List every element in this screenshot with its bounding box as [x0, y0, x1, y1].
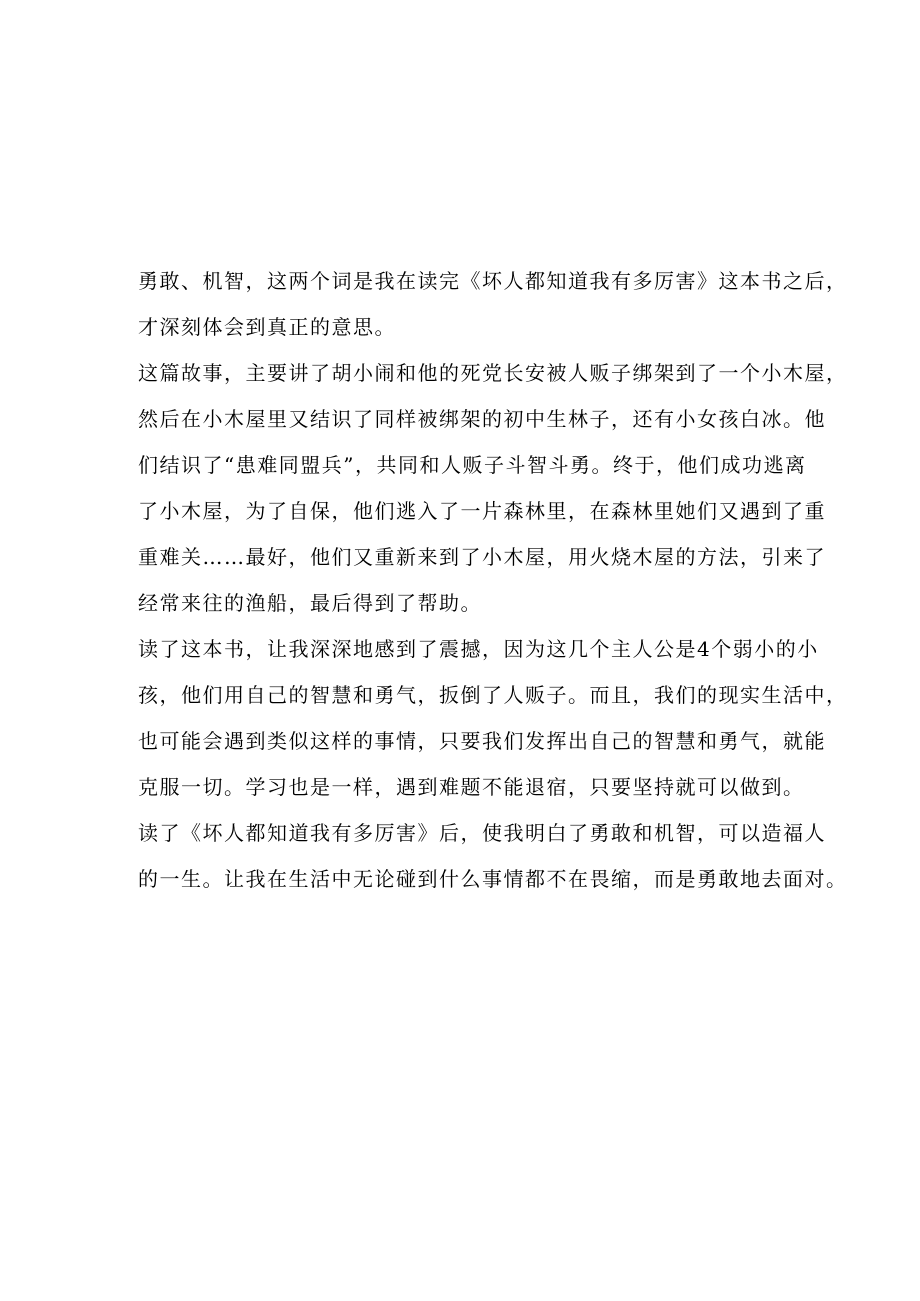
paragraph-line: 才深刻体会到真正的意思。: [138, 315, 396, 339]
paragraph-line: 孩，他们用自己的智慧和勇气，扳倒了人贩子。而且，我们的现实生活中，: [138, 683, 848, 707]
paragraph-3: [138, 626, 848, 810]
paragraph-line: 勇敢、机智，这两个词是我在读完《坏人都知道我有多厉害》这本书之后，: [138, 269, 848, 293]
paragraph-line: 也可能会遇到类似这样的事情，只要我们发挥出自己的智慧和勇气，就能: [138, 729, 826, 753]
paragraph-line: 了小木屋，为了自保，他们逃入了一片森林里，在森林里她们又遇到了重: [138, 499, 826, 523]
paragraph-line: 经常来往的渔船，最后得到了帮助。: [138, 591, 482, 615]
paragraph-line: 重难关……最好，他们又重新来到了小木屋，用火烧木屋的方法，引来了: [138, 545, 826, 569]
paragraph-1: [138, 258, 848, 350]
paragraph-line: 们结识了“患难同盟兵”，共同和人贩子斗智斗勇。终于，他们成功逃离: [138, 453, 807, 477]
paragraph-line: 然后在小木屋里又结识了同样被绑架的初中生林子，还有小女孩白冰。他: [138, 407, 826, 431]
paragraph-line: 克服一切。学习也是一样，遇到难题不能退宿，只要坚持就可以做到。: [138, 775, 805, 799]
paragraph-line: 这篇故事，主要讲了胡小闹和他的死党长安被人贩子绑架到了一个小木屋，: [138, 361, 848, 385]
paragraph-4: [138, 810, 848, 902]
paragraph-2: [138, 350, 848, 626]
paragraph-line: 的一生。让我在生活中无论碰到什么事情都不在畏缩，而是勇敢地去面对。: [138, 867, 848, 891]
paragraph-line: 读了这本书，让我深深地感到了震撼，因为这几个主人公是4个弱小的小: [138, 637, 819, 661]
essay-body: [138, 258, 848, 902]
paragraph-line: 读了《坏人都知道我有多厉害》后，使我明白了勇敢和机智，可以造福人: [138, 821, 826, 845]
